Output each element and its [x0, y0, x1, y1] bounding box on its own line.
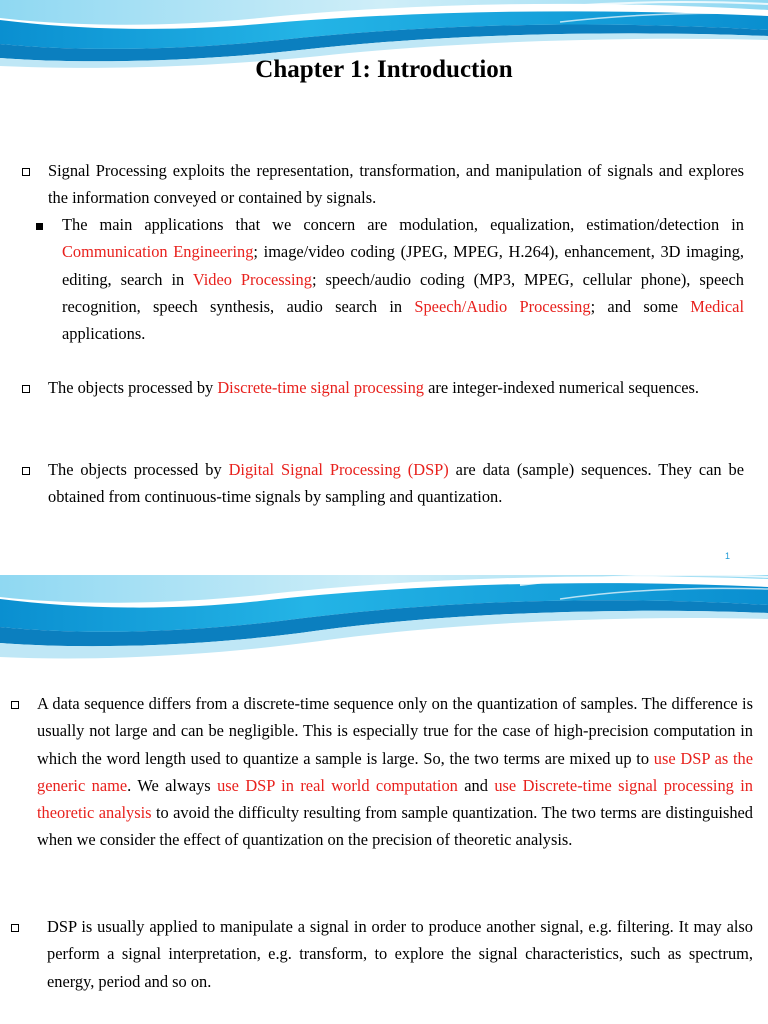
- slide-2: [0, 571, 768, 1024]
- paragraph-dsp: The objects processed by Digital Signal Processing (DSP) are data (sample) sequences. They can be obtained from continuous-time signals by sampling and quantization.: [48, 460, 744, 507]
- hollow-square-bullet-icon: [22, 168, 30, 176]
- page-number: 1: [725, 551, 731, 561]
- paragraph-data-sequence: A data sequence differs from a discrete-time sequence only on the quantization of samples. The difference is usually not large and can be negligible. This is especially true for the case of high-precision computation in which the word length used to quantize a sample is large. So, the two terms are mixed up to use DSP as the generic name. We always use DSP in real world computation and use Discrete-time signal processing in theoretic analysis to avoid the difficulty resulting from sample quantization. The two terms are distinguished when we consider the effect of quantization on the precision of theoretic analysis.: [37, 694, 753, 850]
- chapter-title: Chapter 1: Introduction: [255, 56, 513, 83]
- paragraph-discrete-time: The objects processed by Discrete-time signal processing are integer-indexed numerical sequences.: [48, 378, 699, 397]
- wave-banner: [0, 571, 768, 663]
- hollow-square-bullet-icon: [22, 467, 30, 475]
- paragraph-signal-processing: Signal Processing exploits the representation, transformation, and manipulation of signals and explores the information conveyed or contained by signals.: [48, 161, 744, 208]
- paragraph-dsp-usage: DSP is usually applied to manipulate a signal in order to produce another signal, e.g. filtering. It may also perform a signal interpretation, e.g. transform, to explore the signal characteristics, such as spectrum, energy, period and so on.: [47, 917, 753, 991]
- hollow-square-bullet-icon: [11, 924, 19, 932]
- filled-square-bullet-icon: [36, 223, 43, 230]
- hollow-square-bullet-icon: [22, 385, 30, 393]
- hollow-square-bullet-icon: [11, 701, 19, 709]
- paragraph-applications: The main applications that we concern are modulation, equalization, estimation/detection in Communication Engineering; image/video coding (JPEG, MPEG, H.264), enhancement, 3D imaging, editing, search in Video Processing; speech/audio coding (MP3, MPEG, cellular phone), speech recognition, speech synthesis, audio search in Speech/Audio Processing; and some Medical applications.: [62, 215, 744, 344]
